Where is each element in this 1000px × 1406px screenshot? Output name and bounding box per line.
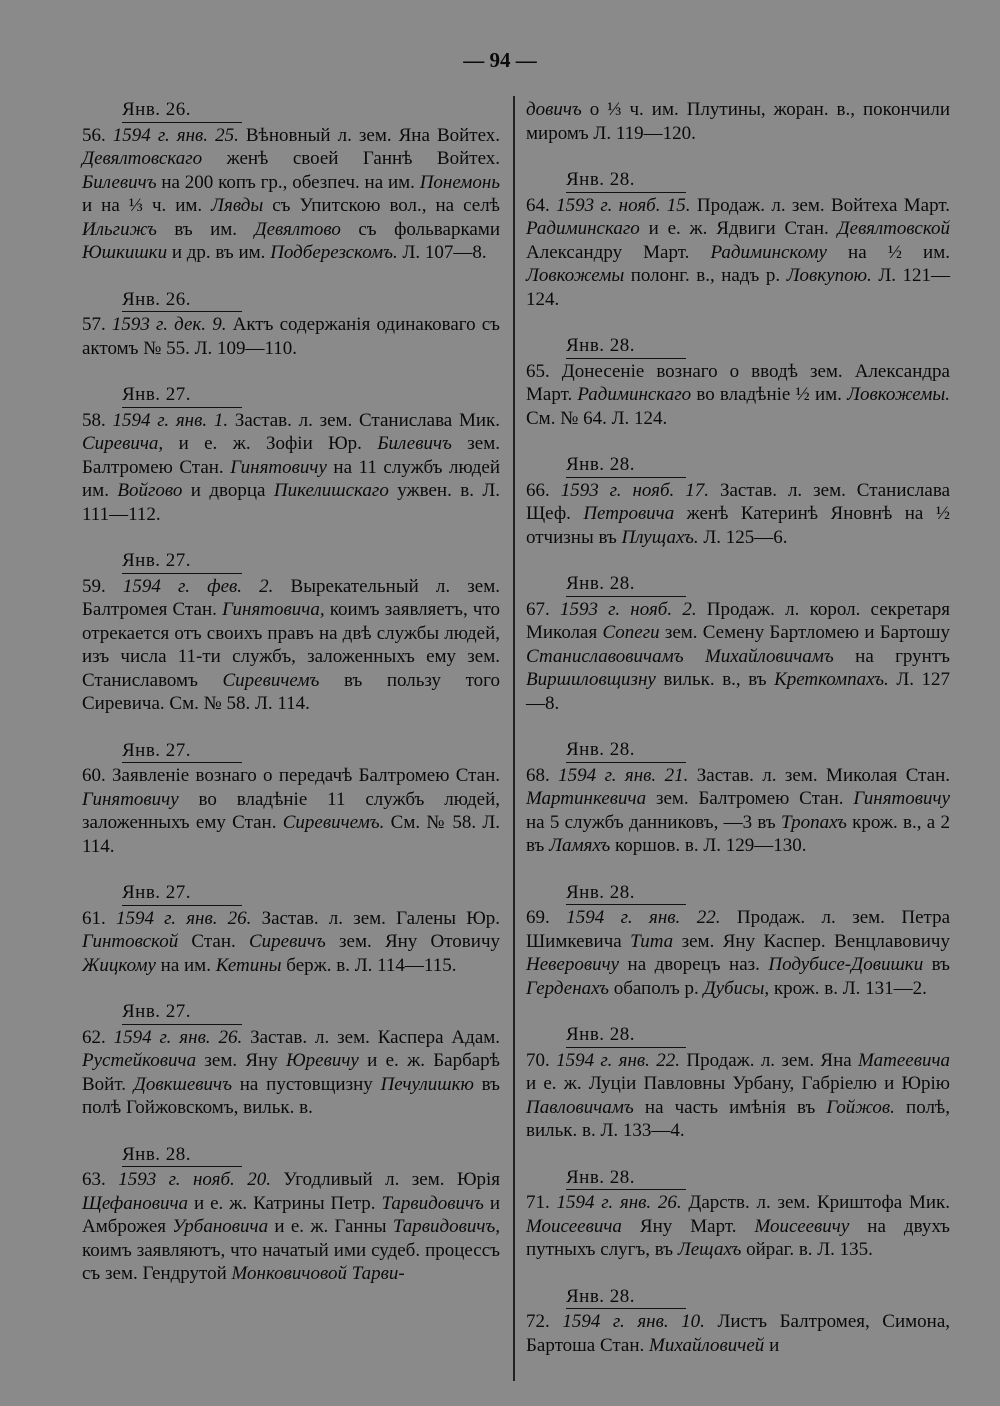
entry-date: Янв. 28. — [566, 1285, 686, 1310]
italic-text: 1594 г. янв. 25. — [112, 124, 239, 146]
entry-date: Янв. 27. — [122, 739, 242, 764]
text-run: 71. — [526, 1192, 557, 1213]
italic-text: Радиминскаго — [526, 218, 640, 239]
italic-text: Мартинкевича — [526, 788, 647, 809]
text-run: на им. — [155, 954, 216, 976]
italic-text: Петровича — [583, 503, 675, 524]
register-entry — [526, 738, 950, 858]
text-run: полѣ, вильк. в. Л. 133—4. — [526, 1096, 951, 1141]
register-entry — [526, 453, 950, 549]
entry-text — [82, 907, 500, 978]
entry-text — [526, 906, 950, 1000]
text-run: Яну Март. — [621, 1215, 755, 1237]
text-run: во владѣніе ½ им. — [691, 384, 848, 405]
italic-text: Моисеевичу — [754, 1215, 850, 1237]
register-entry — [82, 1143, 500, 1286]
text-run: зем. Яну — [196, 1050, 287, 1071]
entry-text — [526, 1310, 950, 1357]
entry-text — [82, 1026, 500, 1120]
italic-text: Ловкожемы. — [847, 384, 951, 405]
entry-date: Янв. 28. — [566, 453, 686, 478]
text-run: Стан. — [178, 931, 249, 952]
italic-text: Радиминскаго — [577, 384, 692, 405]
text-run: Л. 127—8. — [526, 669, 951, 714]
column-divider — [513, 96, 515, 1381]
text-run: и е. ж. Барбарѣ Войт. — [82, 1050, 500, 1095]
text-run: въ пользу того Сиревича. См. № 58. Л. 114. — [82, 669, 500, 714]
register-entry — [82, 549, 500, 716]
entry-date: Янв. 27. — [122, 549, 242, 574]
italic-text: Гойжов. — [826, 1096, 895, 1118]
register-entry — [526, 334, 950, 430]
italic-text: Кетины — [215, 954, 282, 976]
text-run: на 11 службъ людей им. — [82, 456, 501, 501]
text-run: Продаж. л. зем. Яна — [680, 1049, 859, 1071]
text-run: на ½ им. — [826, 241, 950, 263]
entry-text — [82, 1168, 500, 1286]
italic-text: Павловичамъ — [526, 1096, 634, 1118]
italic-text: Тарви- — [351, 1263, 405, 1284]
text-run: въ — [923, 954, 950, 975]
text-run: крож. в. Л. 131—2. — [769, 977, 927, 999]
italic-text: Билевичъ — [377, 433, 452, 454]
text-run: 63. — [82, 1169, 119, 1190]
italic-text: Пикелишскаго — [273, 480, 389, 501]
text-run: коршов. в. Л. 129—130. — [610, 835, 807, 856]
text-run: Дарств. л. зем. Криштофа Мик. — [681, 1192, 951, 1213]
italic-text: Печулишкю — [380, 1073, 474, 1095]
entry-text — [526, 1191, 950, 1262]
italic-text: Гинятовичу — [853, 788, 950, 809]
italic-text: Гинятовича, — [222, 599, 325, 620]
italic-text: Рустейковича — [82, 1050, 197, 1071]
italic-text: Ильгижъ — [82, 218, 157, 240]
italic-text: Юшкишки — [82, 242, 168, 263]
italic-text: Станиславовичамъ Михайловичамъ — [526, 645, 834, 667]
italic-text: Сиревичъ — [248, 931, 326, 952]
italic-text: 1594 г. янв. 22. — [556, 1049, 681, 1071]
italic-text: Понемонь — [419, 171, 500, 193]
entry-date: Янв. 27. — [122, 881, 242, 906]
text-run: вильк. в., въ — [655, 669, 775, 690]
text-run: и дворца — [182, 480, 274, 501]
register-entry — [526, 1023, 950, 1143]
entry-date: Янв. 27. — [122, 1000, 242, 1025]
italic-text: Тропахъ — [780, 811, 847, 833]
italic-text: Урбановича — [172, 1216, 269, 1237]
entry-text — [526, 598, 950, 716]
text-run: женѣ Катеринѣ Яновнѣ на ½ отчизны въ — [526, 503, 950, 548]
text-run: зем. Яну Отовичу — [325, 931, 500, 952]
italic-text: 1593 г. нояб. 2. — [559, 598, 697, 620]
italic-text: Моисеевича — [526, 1215, 622, 1237]
entry-text — [82, 124, 500, 265]
entry-text — [526, 479, 950, 550]
text-run: и Амброжея — [82, 1192, 501, 1237]
italic-text: Сиревичемъ — [222, 669, 320, 691]
italic-text: Тарвидовичъ — [381, 1192, 484, 1214]
text-run: зем. Балтромею Стан. — [646, 788, 854, 809]
text-run: во владѣніе 11 службъ людей, заложенныхъ ему Стан. — [82, 788, 500, 833]
left-column — [82, 98, 500, 1309]
text-run: Л. 125—6. — [698, 526, 788, 548]
italic-text: Тарвидовичъ, — [392, 1216, 500, 1237]
italic-text: Ловкупою. — [786, 265, 872, 286]
text-run: Застав. л. зем. Галены Юр. — [251, 907, 501, 929]
text-run: 66. — [526, 479, 561, 501]
text-run: Л. 121—124. — [526, 265, 951, 310]
italic-text: 1594 г. фев. 2. — [122, 575, 274, 597]
text-run: Актъ содержанія одинаковаго съ актомъ № 55. Л. 109—110. — [82, 314, 501, 359]
register-entry — [526, 168, 950, 311]
italic-text: 1594 г. янв. 26. — [115, 907, 252, 929]
entry-date: Янв. 26. — [122, 98, 242, 123]
entry-text — [82, 764, 500, 858]
register-entry — [526, 1166, 950, 1262]
text-run: на пустовщизну — [231, 1073, 381, 1095]
italic-text: Ловкожемы — [526, 265, 625, 286]
text-run: ойраг. в. Л. 135. — [741, 1239, 873, 1260]
text-run: и е. ж. Ядвиги Стан. — [639, 218, 838, 239]
italic-text: 1593 г. нояб. 15. — [556, 194, 691, 216]
italic-text: Сиревичемъ. — [282, 812, 385, 833]
text-run: и е. ж. Ганны — [268, 1216, 393, 1237]
text-run: Вырекательный л. зем. Балтромея Стан. — [82, 575, 500, 620]
entry-date: Янв. 27. — [122, 383, 242, 408]
entry-date: Янв. 28. — [566, 1023, 686, 1048]
entry-text — [526, 360, 950, 431]
text-run: 58. — [82, 409, 113, 431]
register-entry — [82, 739, 500, 859]
text-run: на двухъ путныхъ слугъ, въ — [526, 1215, 950, 1260]
text-run: зем. Яну Каспер. Венцлавовичу — [673, 930, 950, 952]
italic-text: Девялтовской — [837, 218, 950, 239]
text-run: Продаж. л. корол. секретаря Миколая — [526, 598, 951, 643]
text-run: Листъ Балтромея, Симона, Бартоша Стан. — [526, 1311, 951, 1356]
italic-text: Юревичу — [286, 1050, 359, 1071]
italic-text: Неверовичу — [526, 954, 620, 975]
italic-text: Радиминскому — [710, 241, 827, 263]
text-run: Продаж. л. зем. Войтеха Март. — [690, 194, 950, 216]
text-run: зем. Балтромею Стан. — [82, 433, 500, 478]
italic-text: 1594 г. янв. 22. — [566, 907, 721, 928]
text-run: берж. в. Л. 114—115. — [281, 954, 457, 976]
text-run: 61. — [82, 907, 116, 929]
entry-date: Янв. 26. — [122, 288, 242, 313]
text-run: на часть имѣнія въ — [633, 1096, 827, 1118]
italic-text: 1594 г. янв. 21. — [558, 764, 689, 786]
entry-text — [82, 313, 500, 360]
register-entry — [526, 1285, 950, 1358]
text-run: 57. — [82, 314, 112, 335]
register-entry — [526, 98, 950, 145]
text-run: въ полѣ Гойжовскомъ, вильк. в. — [82, 1073, 500, 1118]
text-run: коимъ заявляютъ, что начатый ими судеб. процессъ съ зем. Гендрутой — [82, 1239, 500, 1284]
text-run: и е. ж. Катрины Петр. — [188, 1192, 382, 1214]
register-entry — [82, 881, 500, 977]
italic-text: Девялтовскаго — [82, 148, 203, 169]
entry-date: Янв. 28. — [566, 738, 686, 763]
text-run: ужвен. в. Л. 111—112. — [82, 480, 500, 525]
entry-text — [526, 194, 950, 312]
italic-text: 1593 г. дек. 9. — [111, 314, 227, 335]
entry-date: Янв. 28. — [566, 881, 686, 906]
entry-date: Янв. 28. — [566, 168, 686, 193]
text-run: 69. — [526, 907, 567, 928]
italic-text: Девялтово — [254, 218, 341, 240]
text-run: См. № 58. Л. 114. — [82, 812, 500, 857]
text-run: Продаж. л. зем. Петра Шимкевича — [526, 907, 951, 952]
text-run: и — [764, 1334, 780, 1356]
italic-text: Подберезскомъ. — [270, 242, 398, 263]
entry-date: Янв. 28. — [122, 1143, 242, 1168]
text-run: 67. — [526, 598, 560, 620]
italic-text: Виршиловщизну — [526, 669, 656, 690]
italic-text: 1593 г. нояб. 20. — [118, 1169, 271, 1190]
italic-text: Гинятовичу — [82, 788, 179, 810]
text-run: Застав. л. зем. Станислава Мик. — [228, 409, 501, 431]
italic-text: Подубисе-Довишки — [768, 954, 924, 975]
italic-text: Дубисы, — [703, 977, 770, 999]
italic-text: Довкшевичъ — [133, 1073, 232, 1095]
italic-text: Сиревича, — [82, 433, 164, 454]
text-run: коимъ заявляетъ, что отрекается отъ своихъ правъ на двѣ службы людей, изъ числа 11-ти службъ, заложенныхъ ему зем. Станиславомъ — [82, 599, 500, 691]
text-run: въ им. — [156, 218, 255, 240]
text-run: и на ⅓ ч. им. — [82, 195, 212, 216]
text-run: на дворецъ наз. — [619, 954, 769, 975]
text-run: 68. — [526, 764, 559, 786]
text-run: 72. — [526, 1311, 563, 1332]
text-run: о ⅓ ч. им. Плутины, жоран. в., покончили миромъ Л. 119—120. — [526, 99, 950, 144]
italic-text: Тита — [630, 930, 674, 952]
italic-text: Лещахъ — [677, 1239, 742, 1260]
register-entry — [82, 1000, 500, 1120]
text-run: 70. — [526, 1049, 557, 1071]
italic-text: 1594 г. янв. 26. — [556, 1192, 682, 1213]
italic-text: Гинятовичу — [230, 456, 327, 478]
text-run: 62. — [82, 1026, 114, 1048]
text-run: на грунтъ — [833, 645, 950, 667]
italic-text: Герденахъ — [526, 977, 609, 999]
text-run: женѣ своей Ганнѣ Войтех. — [202, 148, 500, 169]
text-run: и е. ж. Зофіи Юр. — [163, 433, 378, 454]
italic-text: Билевичъ — [82, 171, 157, 193]
italic-text: 1594 г. янв. 10. — [562, 1311, 705, 1332]
text-run: Застав. л. зем. Миколая Стан. — [688, 764, 951, 786]
text-run: Застав. л. зем. Каспера Адам. — [242, 1026, 501, 1048]
text-run: и е. ж. Луціи Павловны Урбану, Габріелю и Юрію — [526, 1073, 950, 1094]
italic-text: Михайловичей — [649, 1334, 765, 1356]
text-run: зем. Семену Бартломею и Бартошу — [659, 622, 951, 643]
register-entry — [82, 288, 500, 361]
text-run: См. № 64. Л. 124. — [526, 407, 668, 429]
text-run: Угодливый л. зем. Юрія — [270, 1169, 500, 1190]
register-entry — [526, 572, 950, 715]
entry-text — [526, 98, 950, 145]
italic-text: Плущахъ. — [621, 526, 699, 548]
text-run: обаполъ р. — [608, 977, 704, 999]
text-run: Александру Март. — [526, 241, 711, 263]
text-run: 60. Заявленіе вознаго о передачѣ Балтромею Стан. — [82, 765, 500, 786]
entry-text — [82, 409, 500, 527]
entry-text — [526, 764, 950, 858]
text-run: и др. въ им. — [167, 242, 271, 263]
text-run: на 5 службъ данниковъ, —3 въ — [526, 811, 781, 833]
entry-date: Янв. 28. — [566, 572, 686, 597]
text-run: полонг. в., надъ р. — [624, 265, 787, 286]
italic-text: Жицкому — [82, 954, 156, 976]
entry-date: Янв. 28. — [566, 334, 686, 359]
text-run: 56. — [82, 124, 113, 146]
register-entry — [526, 881, 950, 1001]
text-run: Застав. л. зем. Станислава Щеф. — [526, 479, 951, 524]
page-number: — 94 — — [463, 48, 537, 72]
italic-text: Щефановича — [82, 1192, 189, 1214]
text-run: съ Упитскою вол., на селѣ — [263, 195, 500, 216]
italic-text: Гинтовской — [82, 931, 179, 952]
italic-text: 1594 г. янв. 26. — [113, 1026, 243, 1048]
text-run: 59. — [82, 575, 123, 597]
italic-text: Лявды — [211, 195, 264, 216]
text-run: Л. 107—8. — [397, 242, 487, 263]
italic-text: довичъ — [526, 99, 582, 120]
italic-text: Монковичовой — [231, 1263, 347, 1284]
text-run: на 200 копъ гр., обезпеч. на им. — [156, 171, 420, 193]
italic-text: Сопеги — [602, 622, 660, 643]
entry-text — [82, 575, 500, 716]
italic-text: Ламяхъ — [549, 835, 611, 856]
text-run: Вѣновный л. зем. Яна Войтех. — [238, 124, 501, 146]
italic-text: Матеевича — [858, 1049, 951, 1071]
entry-date: Янв. 28. — [566, 1166, 686, 1191]
text-run: крож. в., а 2 въ — [526, 811, 950, 856]
entry-text — [526, 1049, 950, 1143]
register-entry — [82, 98, 500, 265]
right-column — [526, 98, 950, 1380]
italic-text: 1594 г. янв. 1. — [112, 409, 229, 431]
text-run: 65. Донесеніе вознаго о вводѣ зем. Александра Март. — [526, 360, 950, 405]
italic-text: 1593 г. нояб. 17. — [560, 479, 709, 501]
text-run: съ фольварками — [340, 218, 501, 240]
italic-text: Креткомпахъ. — [774, 669, 889, 690]
italic-text: Войгово — [117, 480, 183, 501]
text-run: 64. — [526, 194, 557, 216]
register-entry — [82, 383, 500, 526]
